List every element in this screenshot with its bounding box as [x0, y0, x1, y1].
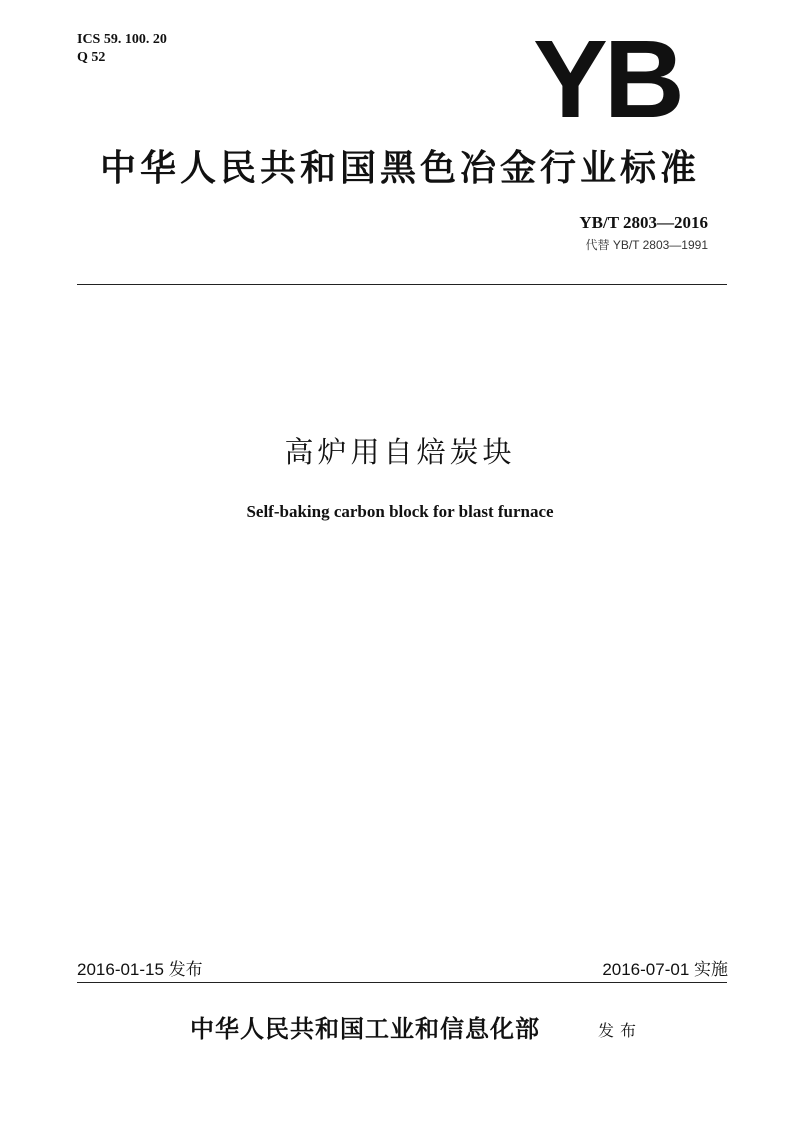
standard-title: 中华人民共和国黑色冶金行业标准: [99, 148, 700, 189]
standard-number: [579, 212, 708, 234]
issue-date: 2016-01-15 发布: [77, 960, 203, 979]
ccs-code: Q 52: [77, 50, 106, 65]
document-title-chinese: 高炉用自焙炭块: [284, 435, 516, 469]
issuing-ministry: 中华人民共和国工业和信息化部: [190, 1015, 540, 1043]
yb-logo: YB: [533, 18, 681, 141]
replaces-note: 代替 YB/T 2803—1991: [585, 238, 708, 252]
header-divider: [77, 284, 727, 285]
footer-divider: [77, 982, 727, 983]
implement-date: 2016-07-01 实施: [602, 960, 728, 979]
ics-code: ICS 59. 100. 20: [77, 32, 167, 47]
publish-label: 发布: [598, 1021, 643, 1040]
standard-number-text: YB/T 2803—2016: [579, 213, 708, 232]
document-title-english: Self-baking carbon block for blast furnace: [246, 502, 554, 521]
classification-block: [77, 31, 167, 67]
